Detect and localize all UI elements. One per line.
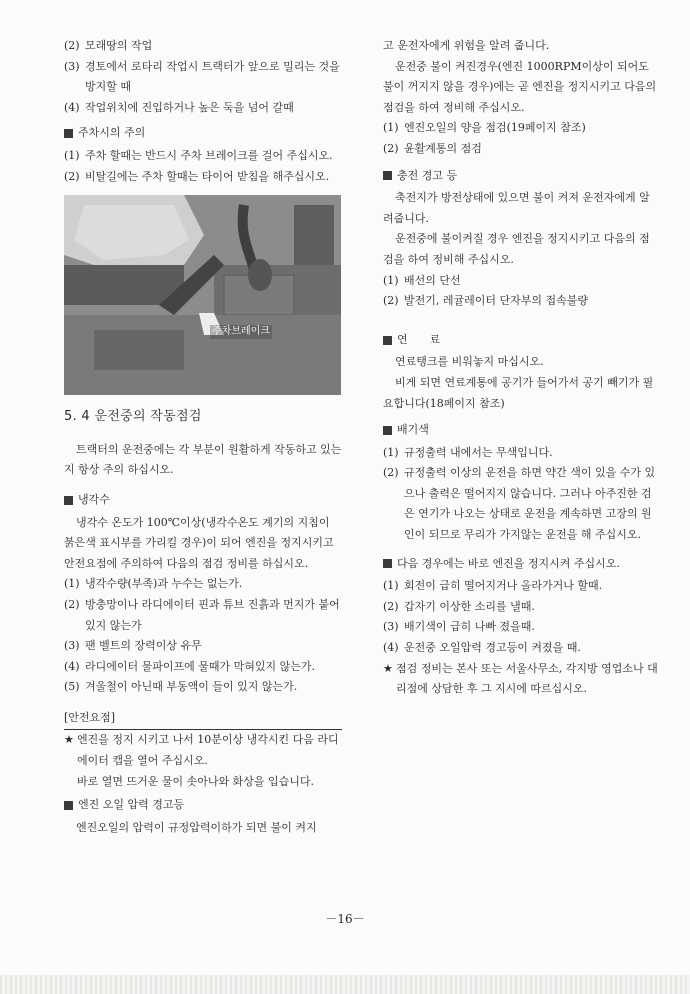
parking-heading-text: 주차시의 주의 — [78, 126, 146, 140]
photo-caption: 주차브레이크 — [212, 326, 270, 338]
square-bullet-icon — [383, 171, 392, 180]
list-item — [64, 36, 342, 57]
right-column — [383, 36, 658, 700]
item-text: 비탈길에는 주차 할때는 타이어 받침을 해주십시오. — [85, 169, 330, 183]
safety-label: [안전요점] — [64, 708, 342, 731]
item-text: 회전이 급히 떨어지거나 올라가거나 할때. — [404, 579, 603, 593]
item-number: (2) — [64, 39, 80, 52]
section-title: 5. 4 운전중의 작동점검 — [64, 409, 202, 425]
list-item — [64, 677, 342, 698]
stop-heading — [383, 554, 658, 575]
oil-warning-body: 운전중 불이 켜진경우(엔진 1000RPM이상이 되어도 불이 꺼지지 않을 경우)에는 곧 엔진을 정지시키고 다음의 점검을 하여 정비해 주십시오. — [383, 59, 657, 114]
coolant-heading — [64, 490, 342, 511]
section-intro: 트랙터의 운전중에는 각 부분이 원활하게 작동하고 있는지 항상 주의 하십시오. — [64, 442, 342, 477]
item-text: 윤활계통의 점검 — [404, 141, 482, 155]
item-number: (4) — [64, 659, 80, 673]
list-item — [383, 291, 658, 312]
item-text: 규정출력 내에서는 무색입니다. — [404, 445, 553, 459]
charge-body-1: 축전지가 방전상태에 있으면 불이 켜져 운전자에게 알려줍니다. — [383, 191, 650, 225]
item-text: 갑자기 이상한 소리를 낼때. — [404, 599, 535, 613]
square-bullet-icon — [383, 559, 392, 568]
list-item — [64, 595, 342, 636]
item-number: (1) — [383, 579, 399, 593]
item-number: (2) — [64, 169, 80, 183]
fuel-body-2: 비게 되면 연료계통에 공기가 들어가서 공기 빼기가 필요합니다(18페이지 참조) — [383, 375, 654, 410]
item-text: 경토에서 로타리 작업시 트랙터가 앞으로 밀리는 것을 방지할 때 — [85, 59, 340, 94]
oil-pressure-heading-text: 엔진 오일 압력 경고등 — [78, 798, 185, 812]
item-text: 발전기, 레귤레이터 단자부의 접속불량 — [404, 294, 589, 308]
list-item — [64, 167, 342, 188]
tractor-photo-illustration — [64, 195, 341, 395]
fuel-heading — [383, 330, 658, 351]
note-item — [383, 659, 658, 700]
list-item — [383, 638, 658, 659]
stop-heading-text: 다음 경우에는 바로 엔진을 정지시켜 주십시오. — [397, 556, 620, 570]
item-number: (2) — [383, 466, 399, 480]
charge-heading — [383, 166, 658, 187]
coolant-body: 냉각수 온도가 100℃이상(냉각수온도 계기의 지침이 붉은색 표시부를 가리킬 경우)이 되어 엔진을 정지시키고 안전요점에 주의하여 다음의 점검 정비를 하십시오. — [64, 515, 334, 570]
item-text: 모래땅의 작업 — [85, 39, 153, 52]
exhaust-heading-text: 배기색 — [397, 423, 429, 437]
oil-pressure-body: 엔진오일의 압력이 규정압력이하가 되면 불이 켜지 — [76, 820, 317, 834]
list-item — [64, 146, 342, 167]
list-item — [64, 636, 342, 657]
safety-box — [64, 708, 342, 792]
item-number: (1) — [64, 148, 80, 162]
item-text: 엔진오일의 양을 점검(19페이지 참조) — [404, 121, 586, 135]
list-item — [383, 597, 658, 618]
item-number: (1) — [64, 577, 80, 591]
item-number: (2) — [383, 294, 399, 308]
item-number: (3) — [64, 59, 80, 73]
parking-brake-photo — [64, 195, 341, 395]
list-item — [64, 657, 342, 678]
item-text: 주차 할때는 반드시 주차 브레이크를 걸어 주십시오. — [85, 148, 333, 162]
safety-item — [64, 730, 342, 771]
safety-line-2: 바로 열면 뜨거운 물이 솟아나와 화상을 입습니다. — [77, 774, 314, 788]
item-number: (5) — [64, 680, 80, 694]
star-icon: ★ — [64, 733, 74, 747]
item-text: 운전중 오일압력 경고등이 켜졌을 때. — [404, 641, 581, 655]
list-item — [383, 271, 658, 292]
list-item — [383, 576, 658, 597]
list-item — [383, 118, 658, 139]
item-number: (3) — [64, 639, 80, 653]
note-text: 점검 정비는 본사 또는 서울사무소, 각지방 영업소나 대리점에 상담한 후 그 지시에 따르십시오. — [396, 661, 658, 696]
exhaust-heading — [383, 420, 658, 441]
charge-heading-text: 충전 경고 등 — [397, 168, 458, 182]
fuel-body-1: 연료탱크를 비워놓지 마십시오. — [395, 355, 544, 369]
square-bullet-icon — [383, 426, 392, 435]
item-text: 냉각수량(부족)과 누수는 없는가. — [85, 577, 243, 591]
list-item — [383, 139, 658, 160]
item-text: 겨울철이 아닌때 부동액이 들이 있지 않는가. — [85, 680, 298, 694]
item-text: 배선의 단선 — [404, 273, 461, 287]
coolant-heading-text: 냉각수 — [78, 492, 110, 506]
item-text: 배기색이 급히 나빠 졌을때. — [404, 620, 535, 634]
list-item — [64, 57, 342, 98]
item-text: 규정출력 이상의 운전을 하면 약간 색이 있을 수가 있으나 출력은 떨어지지 않습니다. 그러나 아주진한 검은 연기가 나오는 상태로 운전을 계속하면 고장의 원인이 되므로 무리가 가지않는 운전을 해 주십시오. — [404, 466, 656, 542]
square-bullet-icon — [64, 801, 73, 810]
square-bullet-icon — [383, 336, 392, 345]
item-text: 작업위치에 진입하거나 높은 둑을 넘어 갈때 — [85, 100, 294, 114]
list-item — [64, 98, 342, 119]
item-number: (1) — [383, 445, 399, 459]
left-column — [64, 36, 342, 838]
parking-heading — [64, 123, 342, 144]
item-text: 방충망이나 라디에이터 핀과 튜브 진흙과 먼지가 붙어 있지 않는가 — [85, 597, 340, 632]
star-icon: ★ — [383, 661, 393, 675]
item-number: (1) — [383, 273, 399, 287]
item-number: (2) — [383, 141, 399, 155]
continued-line: 고 운전자에게 위험을 알려 줍니다. — [383, 39, 550, 52]
list-item — [383, 443, 658, 464]
item-number: (2) — [64, 597, 80, 611]
page-number: －16－ — [325, 912, 365, 926]
item-number: (4) — [64, 100, 80, 114]
oil-pressure-heading — [64, 795, 342, 816]
scan-edge-noise — [0, 975, 690, 994]
item-text: 라디에이터 물파이프에 물때가 막혀있지 않는가. — [85, 659, 316, 673]
list-item — [383, 617, 658, 638]
item-number: (2) — [383, 599, 399, 613]
safety-line-1: 엔진을 정지 시키고 나서 10분이상 냉각시킨 다음 라디에이터 캡을 열어 주십시오. — [77, 733, 339, 768]
square-bullet-icon — [64, 129, 73, 138]
list-item — [64, 574, 342, 595]
charge-body-2: 운전중에 불이켜질 경우 엔진을 정지시키고 다음의 점검을 하여 정비해 주십시오. — [383, 232, 650, 266]
square-bullet-icon — [64, 496, 73, 505]
item-number: (1) — [383, 121, 399, 135]
item-number: (3) — [383, 620, 399, 634]
item-text: 팬 벨트의 장력이상 유무 — [85, 639, 202, 653]
fuel-heading-text: 연 료 — [397, 332, 441, 346]
list-item — [383, 463, 658, 545]
item-number: (4) — [383, 641, 399, 655]
